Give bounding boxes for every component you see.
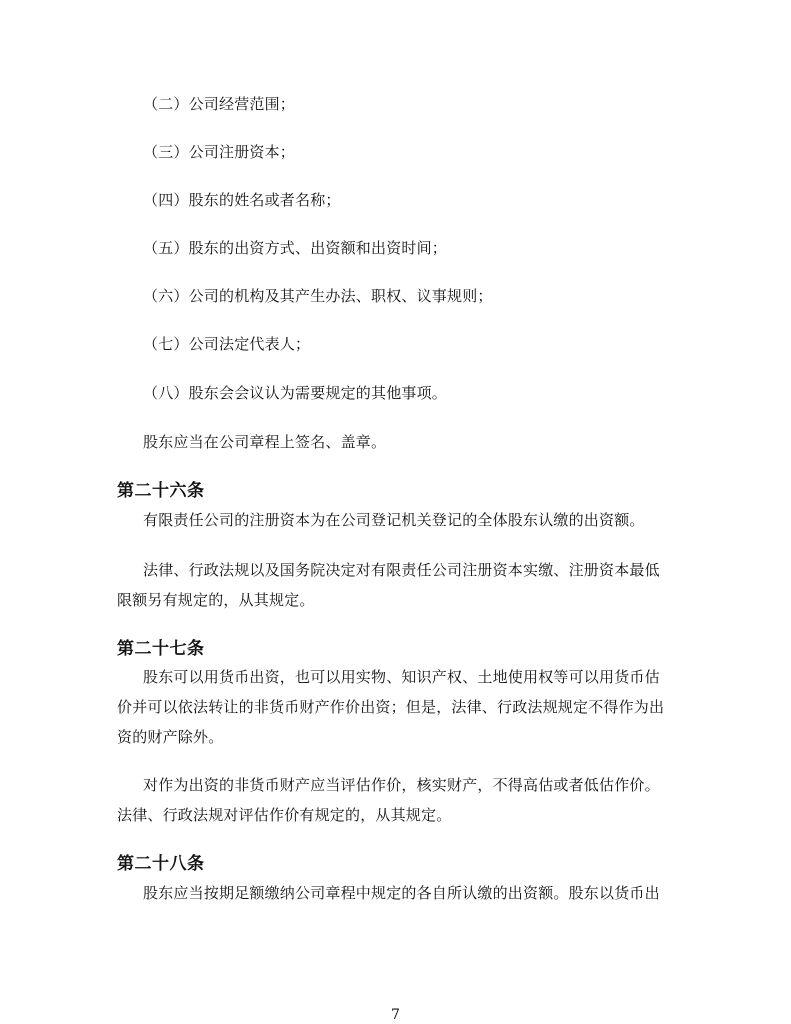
list-item-6: （六）公司的机构及其产生办法、职权、议事规则； bbox=[143, 287, 493, 305]
page-number: 7 bbox=[391, 1007, 400, 1023]
article-26-title: 第二十六条 bbox=[117, 481, 205, 501]
article-26-paragraph-2-line-1: 法律、行政法规以及国务院决定对有限责任公司注册资本实缴、注册资本最低 bbox=[143, 561, 660, 579]
article-27-title: 第二十七条 bbox=[117, 639, 205, 659]
list-item-2: （二）公司经营范围； bbox=[143, 95, 296, 113]
article-27-paragraph-2-line-1: 对作为出资的非货币财产应当评估作价，核实财产，不得高估或者低估作价。 bbox=[143, 776, 660, 794]
article-28-title: 第二十八条 bbox=[117, 854, 205, 874]
list-item-5: （五）股东的出资方式、出资额和出资时间； bbox=[143, 239, 448, 257]
list-item-4: （四）股东的姓名或者名称； bbox=[143, 191, 341, 209]
article-27-paragraph-1-line-2: 价并可以依法转让的非货币财产作价出资；但是，法律、行政法规规定不得作为出 bbox=[117, 698, 665, 716]
article-28-paragraph-1-line-1: 股东应当按期足额缴纳公司章程中规定的各自所认缴的出资额。股东以货币出 bbox=[143, 884, 660, 902]
article-27-paragraph-2-line-2: 法律、行政法规对评估作价有规定的，从其规定。 bbox=[117, 806, 452, 824]
closing-paragraph: 股东应当在公司章程上签名、盖章。 bbox=[143, 433, 387, 451]
article-26-paragraph-1: 有限责任公司的注册资本为在公司登记机关登记的全体股东认缴的出资额。 bbox=[143, 511, 645, 529]
article-27-paragraph-1-line-3: 资的财产除外。 bbox=[117, 728, 224, 746]
list-item-8: （八）股东会会议认为需要规定的其他事项。 bbox=[143, 384, 448, 402]
list-item-3: （三）公司注册资本； bbox=[143, 143, 296, 161]
list-item-7: （七）公司法定代表人； bbox=[143, 335, 311, 353]
article-27-paragraph-1-line-1: 股东可以用货币出资，也可以用实物、知识产权、土地使用权等可以用货币估 bbox=[143, 668, 660, 686]
article-26-paragraph-2-line-2: 限额另有规定的，从其规定。 bbox=[117, 591, 315, 609]
